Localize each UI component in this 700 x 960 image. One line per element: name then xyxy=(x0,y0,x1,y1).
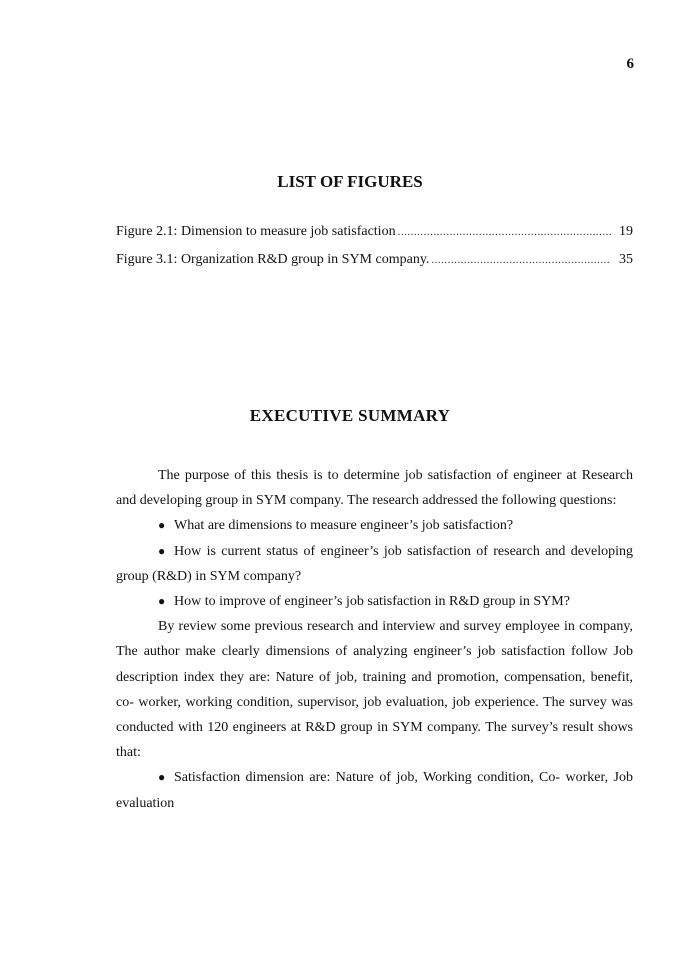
bullet-dot-icon: ● xyxy=(158,770,166,785)
page-number: 6 xyxy=(626,56,634,72)
figure-entry-label: Figure 3.1: Organization R&D group in SYM company. xyxy=(116,252,430,267)
bullet-dot-icon: ● xyxy=(158,594,166,609)
executive-summary-title: EXECUTIVE SUMMARY xyxy=(249,406,451,425)
question-text: How to improve of engineer’s job satisfaction in R&D group in SYM? xyxy=(174,594,570,610)
figure-entry-page: 35 xyxy=(619,252,633,267)
figure-entry-label: Figure 2.1: Dimension to measure job satisfaction xyxy=(116,224,396,239)
question-bullet xyxy=(116,589,633,614)
question-text: What are dimensions to measure engineer’s job satisfaction? xyxy=(174,518,514,534)
question-bullet xyxy=(116,513,633,538)
summary-intro-paragraph: The purpose of this thesis is to determine job satisfaction of engineer at Research and developing group in SYM company. The research addressed the following questions: xyxy=(116,468,633,509)
dot-leader xyxy=(398,226,611,238)
figure-entry xyxy=(116,252,633,280)
figure-entry-page: 19 xyxy=(619,224,633,239)
bullet-dot-icon: ● xyxy=(158,543,166,558)
question-bullet xyxy=(116,539,633,589)
executive-summary-body xyxy=(116,463,633,816)
result-text: Satisfaction dimension are: Nature of job, Working condition, Co- worker, Job evaluation xyxy=(116,770,633,811)
question-text: How is current status of engineer’s job satisfaction of research and developing group (R&D) in SYM company? xyxy=(116,543,633,584)
result-bullet xyxy=(116,765,633,815)
list-of-figures-title: LIST OF FIGURES xyxy=(277,172,423,191)
bullet-dot-icon: ● xyxy=(158,518,166,533)
figure-entry xyxy=(116,224,633,252)
list-of-figures xyxy=(116,224,633,280)
summary-method-paragraph: By review some previous research and interview and survey employee in company, The author make clearly dimensions of analyzing engineer’s job satisfaction follow Job description index they are: Nature of job, training and promotion, compensation, benefit, co- worker, working condition, supervisor, job evaluation, job experience. The survey was conducted with 120 engineers at R&D group in SYM company. The survey’s result shows that: xyxy=(116,619,633,761)
dot-leader xyxy=(431,254,611,266)
